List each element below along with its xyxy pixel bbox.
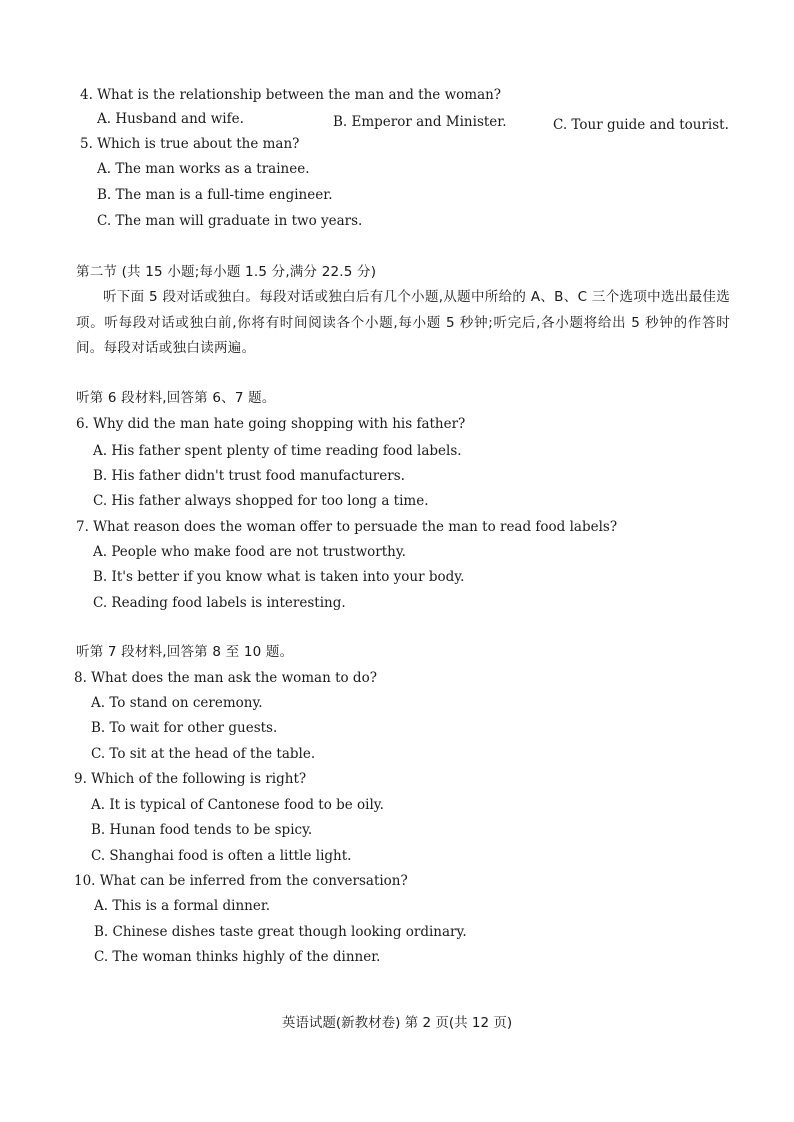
question-7-option-a: A. People who make food are not trustworthy. — [93, 544, 406, 560]
question-5-option-c: C. The man will graduate in two years. — [97, 213, 363, 229]
question-8-stem: 8. What does the man ask the woman to do? — [74, 670, 377, 686]
question-10-option-c: C. The woman thinks highly of the dinner. — [94, 949, 381, 965]
question-4-stem: 4. What is the relationship between the man and the woman? — [80, 87, 502, 103]
question-4-option-a: A. Husband and wife. — [97, 111, 244, 127]
question-5-option-a: A. The man works as a trainee. — [97, 161, 310, 177]
question-8-option-a: A. To stand on ceremony. — [91, 695, 263, 711]
question-6-option-b: B. His father didn't trust food manufacturers. — [93, 468, 405, 484]
question-7-stem: 7. What reason does the woman offer to persuade the man to read food labels? — [76, 519, 618, 535]
question-9-option-b: B. Hunan food tends to be spicy. — [91, 822, 313, 838]
question-8-option-c: C. To sit at the head of the table. — [91, 746, 316, 762]
question-8-option-b: B. To wait for other guests. — [91, 720, 278, 736]
question-6-option-c: C. His father always shopped for too long a time. — [93, 493, 429, 509]
question-6-option-a: A. His father spent plenty of time reading food labels. — [93, 443, 462, 459]
question-10-stem: 10. What can be inferred from the conversation? — [74, 873, 408, 889]
question-7-option-c: C. Reading food labels is interesting. — [93, 595, 346, 611]
question-5-stem: 5. Which is true about the man? — [80, 136, 300, 152]
question-10-option-a: A. This is a formal dinner. — [94, 898, 271, 914]
section-2-heading: 第二节 (共 15 小题;每小题 1.5 分,满分 22.5 分) — [76, 264, 377, 280]
question-6-stem: 6. Why did the man hate going shopping with his father? — [76, 416, 466, 432]
question-9-stem: 9. Which of the following is right? — [74, 771, 307, 787]
section-2-instructions: 听下面 5 段对话或独白。每段对话或独白后有几个小题,从题中所给的 A、B、C 三个选项中选出最佳选项。听每段对话或独白前,你将有时间阅读各个小题,每小题 5 秒钟;听完后,各小题将给出 5 秒钟的作答时间。每段对话或独白读两遍。 — [76, 289, 730, 356]
question-7-option-b: B. It's better if you know what is taken into your body. — [93, 569, 465, 585]
material-7-label: 听第 7 段材料,回答第 8 至 10 题。 — [76, 644, 294, 660]
question-10-option-b: B. Chinese dishes taste great though looking ordinary. — [94, 924, 467, 940]
question-4-option-b: B. Emperor and Minister. — [333, 114, 507, 130]
material-6-label: 听第 6 段材料,回答第 6、7 题。 — [76, 390, 276, 406]
page-footer: 英语试题(新教材卷) 第 2 页(共 12 页) — [281, 1015, 513, 1031]
question-9-option-a: A. It is typical of Cantonese food to be oily. — [91, 797, 384, 813]
question-9-option-c: C. Shanghai food is often a little light. — [91, 848, 352, 864]
question-5-option-b: B. The man is a full-time engineer. — [97, 187, 333, 203]
question-4-option-c: C. Tour guide and tourist. — [553, 117, 729, 133]
